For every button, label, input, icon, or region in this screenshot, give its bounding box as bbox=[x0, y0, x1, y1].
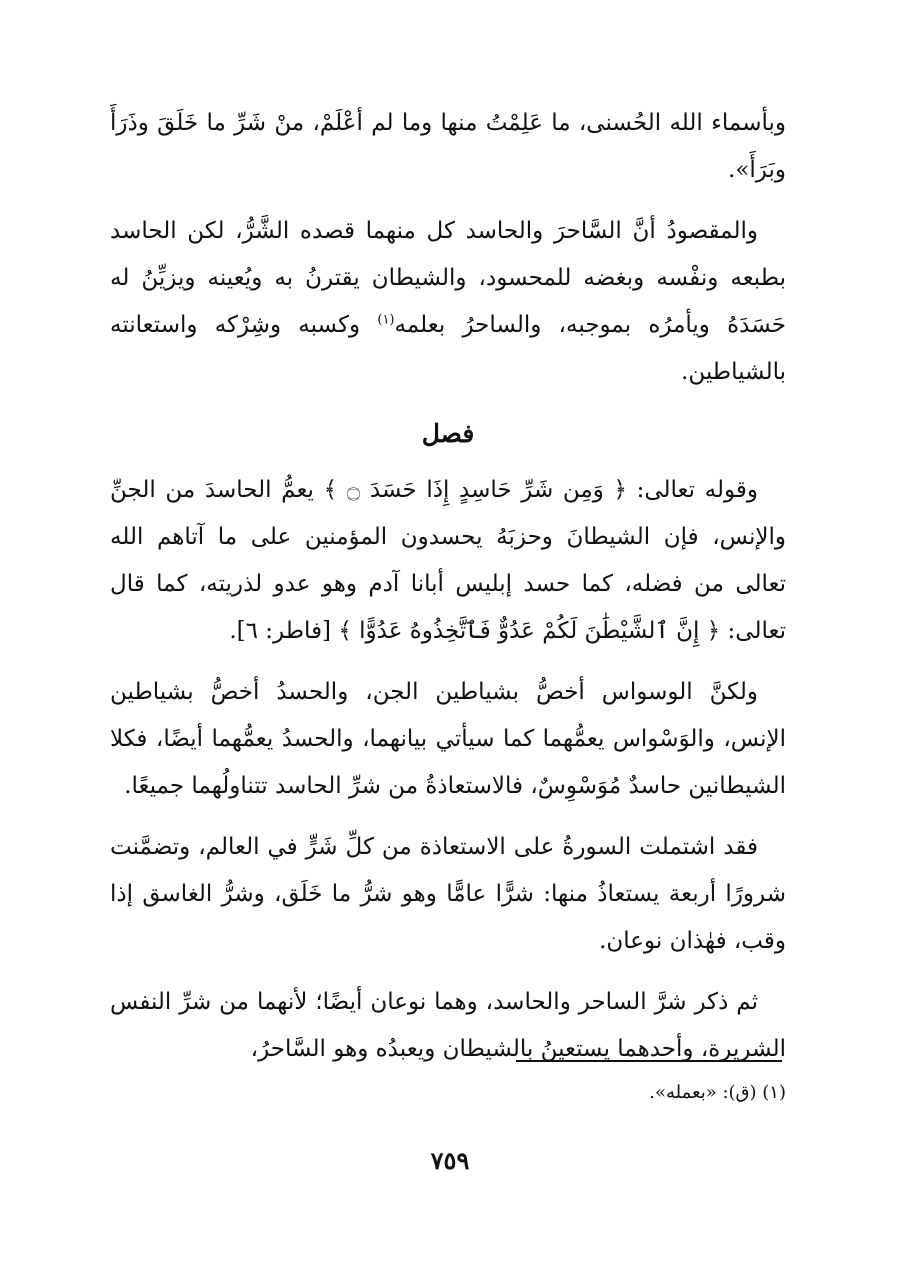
paragraph-text: ثم ذكر شرَّ الساحر والحاسد، وهما نوعان أيضًا؛ لأنهما من شرِّ النفس الشريرة، وأحدهما يستعينُ بالشيطان ويعبدُه وهو السَّاحرُ، bbox=[110, 989, 786, 1062]
paragraph bbox=[110, 669, 786, 810]
quran-verse: ﴿ إِنَّ ٱلشَّيْطَٰنَ لَكُمْ عَدُوٌّ فَٱتَّخِذُوهُ عَدُوًّا ﴾ bbox=[338, 618, 721, 644]
paragraph-text: ولكنَّ الوسواس أخصُّ بشياطين الجن، والحسدُ أخصُّ بشياطين الإنس، والوَسْواس يعمُّهما كما سيأتي بيانهما، والحسدُ يعمُّهما أيضًا، فكلا الشيطانين حاسدٌ مُوَسْوِسٌ، فالاستعاذةُ من شرِّ الحاسد تتناولُهما جميعًا. bbox=[110, 679, 786, 799]
footnote-marker[interactable]: (١) bbox=[377, 312, 395, 328]
page-number: ٧٥٩ bbox=[430, 1146, 470, 1175]
paragraph-text: وبأسماء الله الحُسنى، ما عَلِمْتُ منها وما لم أعْلَمْ، منْ شَرِّ ما خَلَقَ وذَرَأَ وبَرَأَ». bbox=[110, 110, 786, 183]
paragraph-text: فقد اشتملت السورةُ على الاستعاذة من كلِّ شَرٍّ في العالم، وتضمَّنت شرورًا أربعة يستعاذُ منها: شرًّا عامًّا وهو شرُّ ما خَلَق، وشرُّ الغاسق إذا وقب، فهٰذان نوعان. bbox=[110, 834, 786, 954]
footnote-divider bbox=[516, 1060, 782, 1062]
paragraph bbox=[110, 208, 786, 396]
verse-reference: [فاطر: ٦]. bbox=[229, 618, 339, 644]
page-body bbox=[110, 100, 786, 1087]
footnote: (١) (ق): «بعمله». bbox=[649, 1082, 786, 1103]
paragraph-text: يعمُّ الحاسدَ من الجنِّ والإنس، فإن الشيطانَ وحزبَهُ يحسدون المؤمنين على ما آتاهم الله تعالى من فضله، كما حسد إبليس أبانا آدم وهو عدو لذريته، كما قال تعالى: bbox=[110, 477, 786, 644]
paragraph bbox=[110, 467, 786, 655]
section-heading: فصل bbox=[421, 419, 475, 448]
paragraph bbox=[110, 824, 786, 965]
paragraph-text: وقوله تعالى: bbox=[626, 477, 758, 503]
paragraph-text: وكسبه وشِرْكه واستعانته بالشياطين. bbox=[110, 312, 786, 385]
paragraph bbox=[110, 100, 786, 194]
paragraph bbox=[110, 979, 786, 1073]
quran-verse: ﴿ وَمِن شَرِّ حَاسِدٍ إِذَا حَسَدَ ۝ ﴾ bbox=[323, 477, 627, 503]
paragraph-text: والمقصودُ أنَّ السَّاحرَ والحاسد كل منهما قصده الشَّرُّ، لكن الحاسد بطبعه ونفْسه وبغضه للمحسود، والشيطان يقترنُ به ويُعينه ويزيِّنُ له حَسَدَهُ ويأمرُه بموجبه، والساحرُ بعلمه bbox=[110, 218, 786, 338]
